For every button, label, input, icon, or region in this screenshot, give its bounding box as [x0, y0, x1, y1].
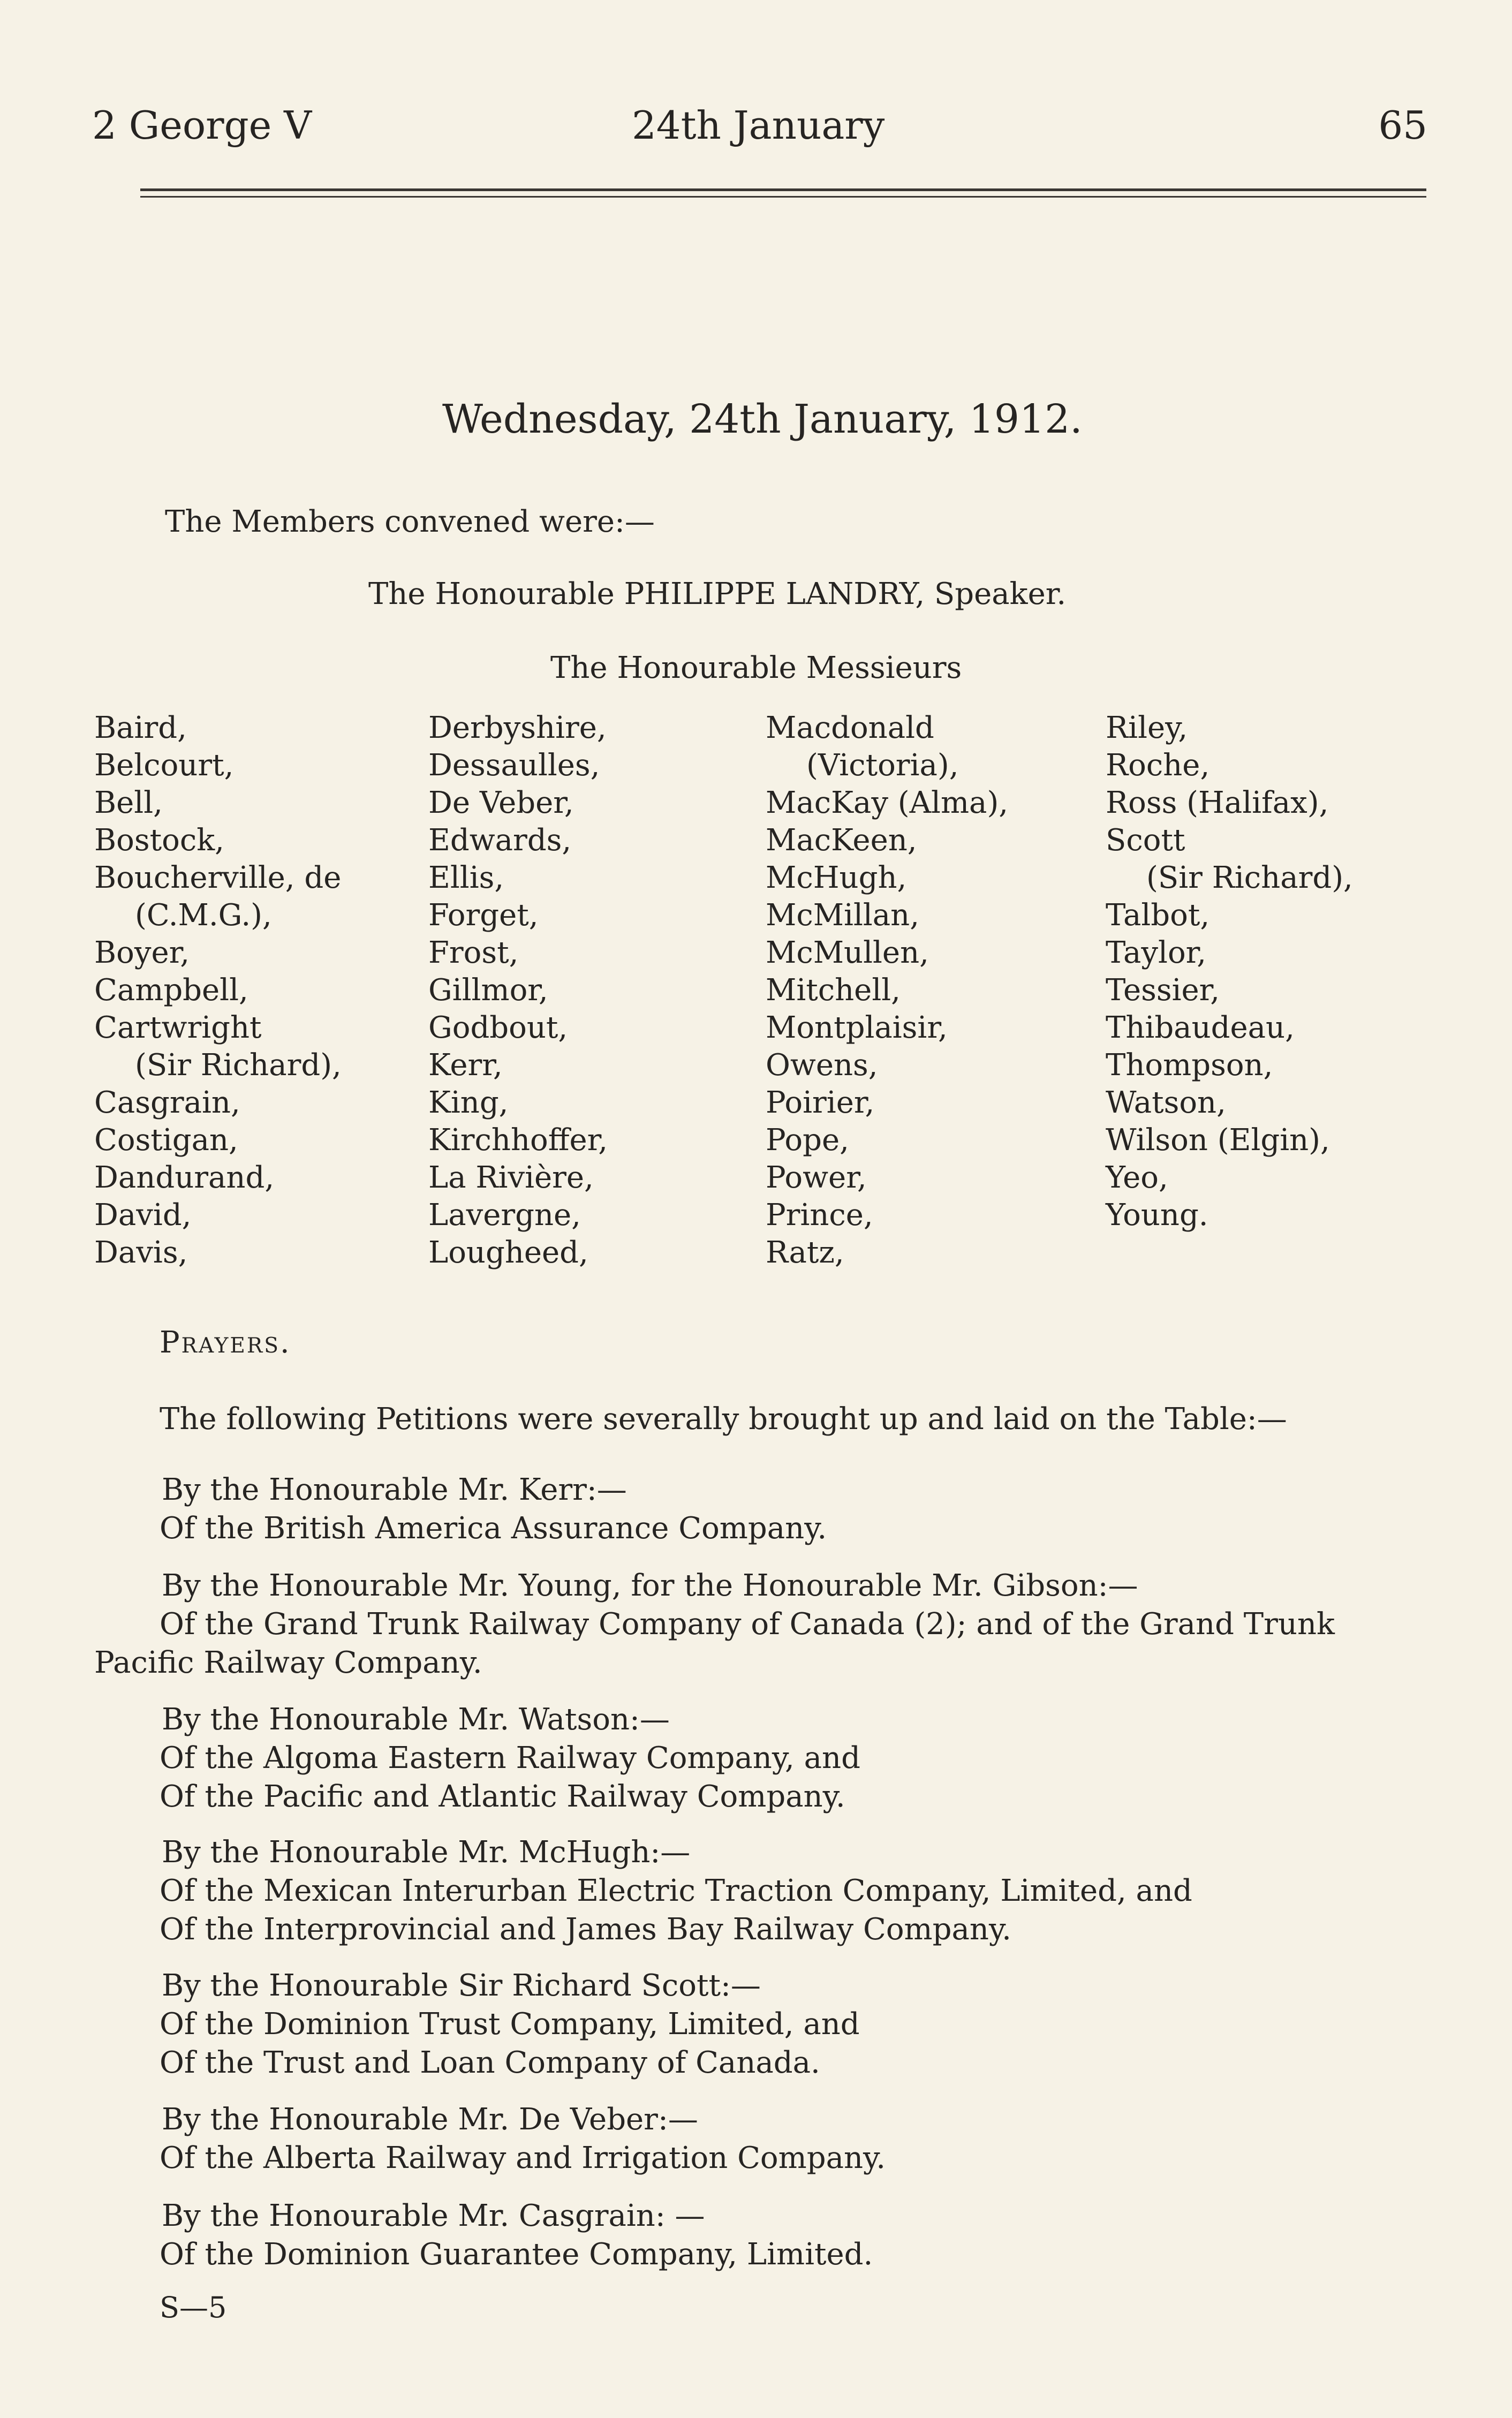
list-item: De Veber,	[428, 785, 574, 820]
list-item: Kerr,	[428, 1048, 503, 1083]
list-item: Lougheed,	[428, 1235, 588, 1270]
petition-by: By the Honourable Mr. Young, for the Honourable Mr. Gibson:—	[162, 1568, 1138, 1603]
petition-of: Of the Trust and Loan Company of Canada.	[160, 2045, 820, 2080]
list-item: Ross (Halifax),	[1106, 785, 1329, 820]
list-item: Thibaudeau,	[1106, 1010, 1295, 1045]
list-item: Boyer,	[94, 935, 190, 970]
list-item: Derbyshire,	[428, 711, 607, 745]
petition-by: By the Honourable Mr. Watson:—	[162, 1702, 670, 1737]
list-item: (Sir Richard),	[135, 1048, 342, 1083]
list-item: Davis,	[94, 1235, 188, 1270]
list-item: Power,	[766, 1160, 867, 1195]
list-item: Taylor,	[1106, 935, 1207, 970]
list-item: Ellis,	[428, 860, 504, 895]
list-item: David,	[94, 1198, 192, 1233]
list-item: (Victoria),	[806, 748, 959, 783]
list-item: McHugh,	[766, 860, 907, 895]
list-item: Talbot,	[1106, 898, 1210, 933]
petition-by: By the Honourable Mr. McHugh:—	[162, 1835, 691, 1870]
petition-of: Of the British America Assurance Company.	[160, 1511, 827, 1546]
list-item: Forget,	[428, 898, 539, 933]
list-item: Pope,	[766, 1123, 849, 1158]
header-rule-thick	[140, 188, 1426, 191]
members-column-4	[1106, 709, 1353, 1234]
list-item: Bostock,	[94, 823, 224, 858]
list-item: Owens,	[766, 1048, 878, 1083]
list-item: (Sir Richard),	[1146, 860, 1353, 895]
petition-of: Of the Grand Trunk Railway Company of Canada (2); and of the Grand Trunk	[160, 1607, 1335, 1642]
list-item: Baird,	[94, 711, 187, 745]
petition-block	[94, 2197, 1443, 2274]
list-item: MacKeen,	[766, 823, 917, 858]
list-item: Poirier,	[766, 1085, 875, 1120]
petition-block	[94, 1967, 1443, 2082]
petition-block	[94, 1567, 1443, 1682]
list-item: Cartwright	[94, 1010, 262, 1045]
list-item: Watson,	[1106, 1085, 1226, 1120]
petition-of: Of the Mexican Interurban Electric Traction Company, Limited, and	[160, 1873, 1192, 1908]
list-item: Campbell,	[94, 973, 248, 1008]
list-item: Tessier,	[1106, 973, 1220, 1008]
petition-by: By the Honourable Mr. Kerr:—	[162, 1472, 627, 1507]
petition-by: By the Honourable Mr. Casgrain: —	[162, 2198, 705, 2233]
list-item: La Rivière,	[428, 1160, 594, 1195]
running-head-center: 24th January	[632, 103, 885, 148]
list-item: Kirchhoffer,	[428, 1123, 608, 1158]
petition-by: By the Honourable Mr. De Veber:—	[162, 2102, 698, 2137]
list-item: McMullen,	[766, 935, 929, 970]
members-list	[0, 709, 1512, 1298]
running-head-left: 2 George V	[92, 103, 312, 148]
petition-by: By the Honourable Sir Richard Scott:—	[162, 1968, 761, 2003]
list-item: Prince,	[766, 1198, 873, 1233]
petition-of: Of the Dominion Trust Company, Limited, and	[160, 2007, 860, 2042]
page-title: Wednesday, 24th January, 1912.	[442, 396, 1083, 442]
list-item: Boucherville, de	[94, 860, 342, 895]
list-item: Lavergne,	[428, 1198, 581, 1233]
list-item: Scott	[1106, 823, 1185, 858]
list-item: Costigan,	[94, 1123, 238, 1158]
list-item: Belcourt,	[94, 748, 234, 783]
list-item: Bell,	[94, 785, 163, 820]
page-number: 65	[1378, 103, 1427, 148]
members-column-1	[94, 709, 342, 1272]
list-item: Roche,	[1106, 748, 1210, 783]
list-item: Ratz,	[766, 1235, 844, 1270]
petition-of-continued: Pacific Railway Company.	[94, 1645, 482, 1680]
list-item: Mitchell,	[766, 973, 901, 1008]
petition-of: Of the Algoma Eastern Railway Company, and	[160, 1741, 860, 1775]
list-item: (C.M.G.),	[135, 898, 272, 933]
prayers-text: Prayers.	[160, 1325, 291, 1360]
signature-mark: S—5	[160, 2291, 227, 2324]
list-item: Godbout,	[428, 1010, 568, 1045]
petition-of: Of the Interprovincial and James Bay Railway Company.	[160, 1912, 1011, 1947]
petition-of: Of the Pacific and Atlantic Railway Company.	[160, 1779, 845, 1814]
list-item: Yeo,	[1106, 1160, 1168, 1195]
petition-block	[94, 2100, 1443, 2178]
prayers-heading	[160, 1325, 291, 1360]
members-column-3	[766, 709, 1008, 1272]
list-item: Thompson,	[1106, 1048, 1273, 1083]
list-item: Riley,	[1106, 711, 1188, 745]
petition-of: Of the Dominion Guarantee Company, Limited.	[160, 2237, 873, 2272]
list-item: Dessaulles,	[428, 748, 600, 783]
petition-block	[94, 1833, 1443, 1949]
list-item: Young.	[1106, 1198, 1208, 1233]
list-item: Casgrain,	[94, 1085, 240, 1120]
convened-line: The Members convened were:—	[165, 504, 655, 539]
list-item: Macdonald	[766, 711, 934, 745]
members-column-2	[428, 709, 608, 1272]
list-item: MacKay (Alma),	[766, 785, 1009, 820]
list-item: Edwards,	[428, 823, 572, 858]
list-item: Gillmor,	[428, 973, 548, 1008]
list-item: Dandurand,	[94, 1160, 275, 1195]
petition-of: Of the Alberta Railway and Irrigation Company.	[160, 2141, 886, 2175]
petition-block	[94, 1701, 1443, 1816]
petition-block	[94, 1471, 1443, 1548]
list-item: Frost,	[428, 935, 519, 970]
list-item: McMillan,	[766, 898, 920, 933]
list-item: Montplaisir,	[766, 1010, 948, 1045]
speaker-line: The Honourable PHILIPPE LANDRY, Speaker.	[368, 577, 1067, 611]
list-item: King,	[428, 1085, 509, 1120]
messieurs-heading: The Honourable Messieurs	[550, 651, 962, 685]
petitions-intro: The following Petitions were severally brought up and laid on the Table:—	[160, 1402, 1287, 1437]
list-item: Wilson (Elgin),	[1106, 1123, 1330, 1158]
header-rule-thin	[140, 196, 1426, 198]
